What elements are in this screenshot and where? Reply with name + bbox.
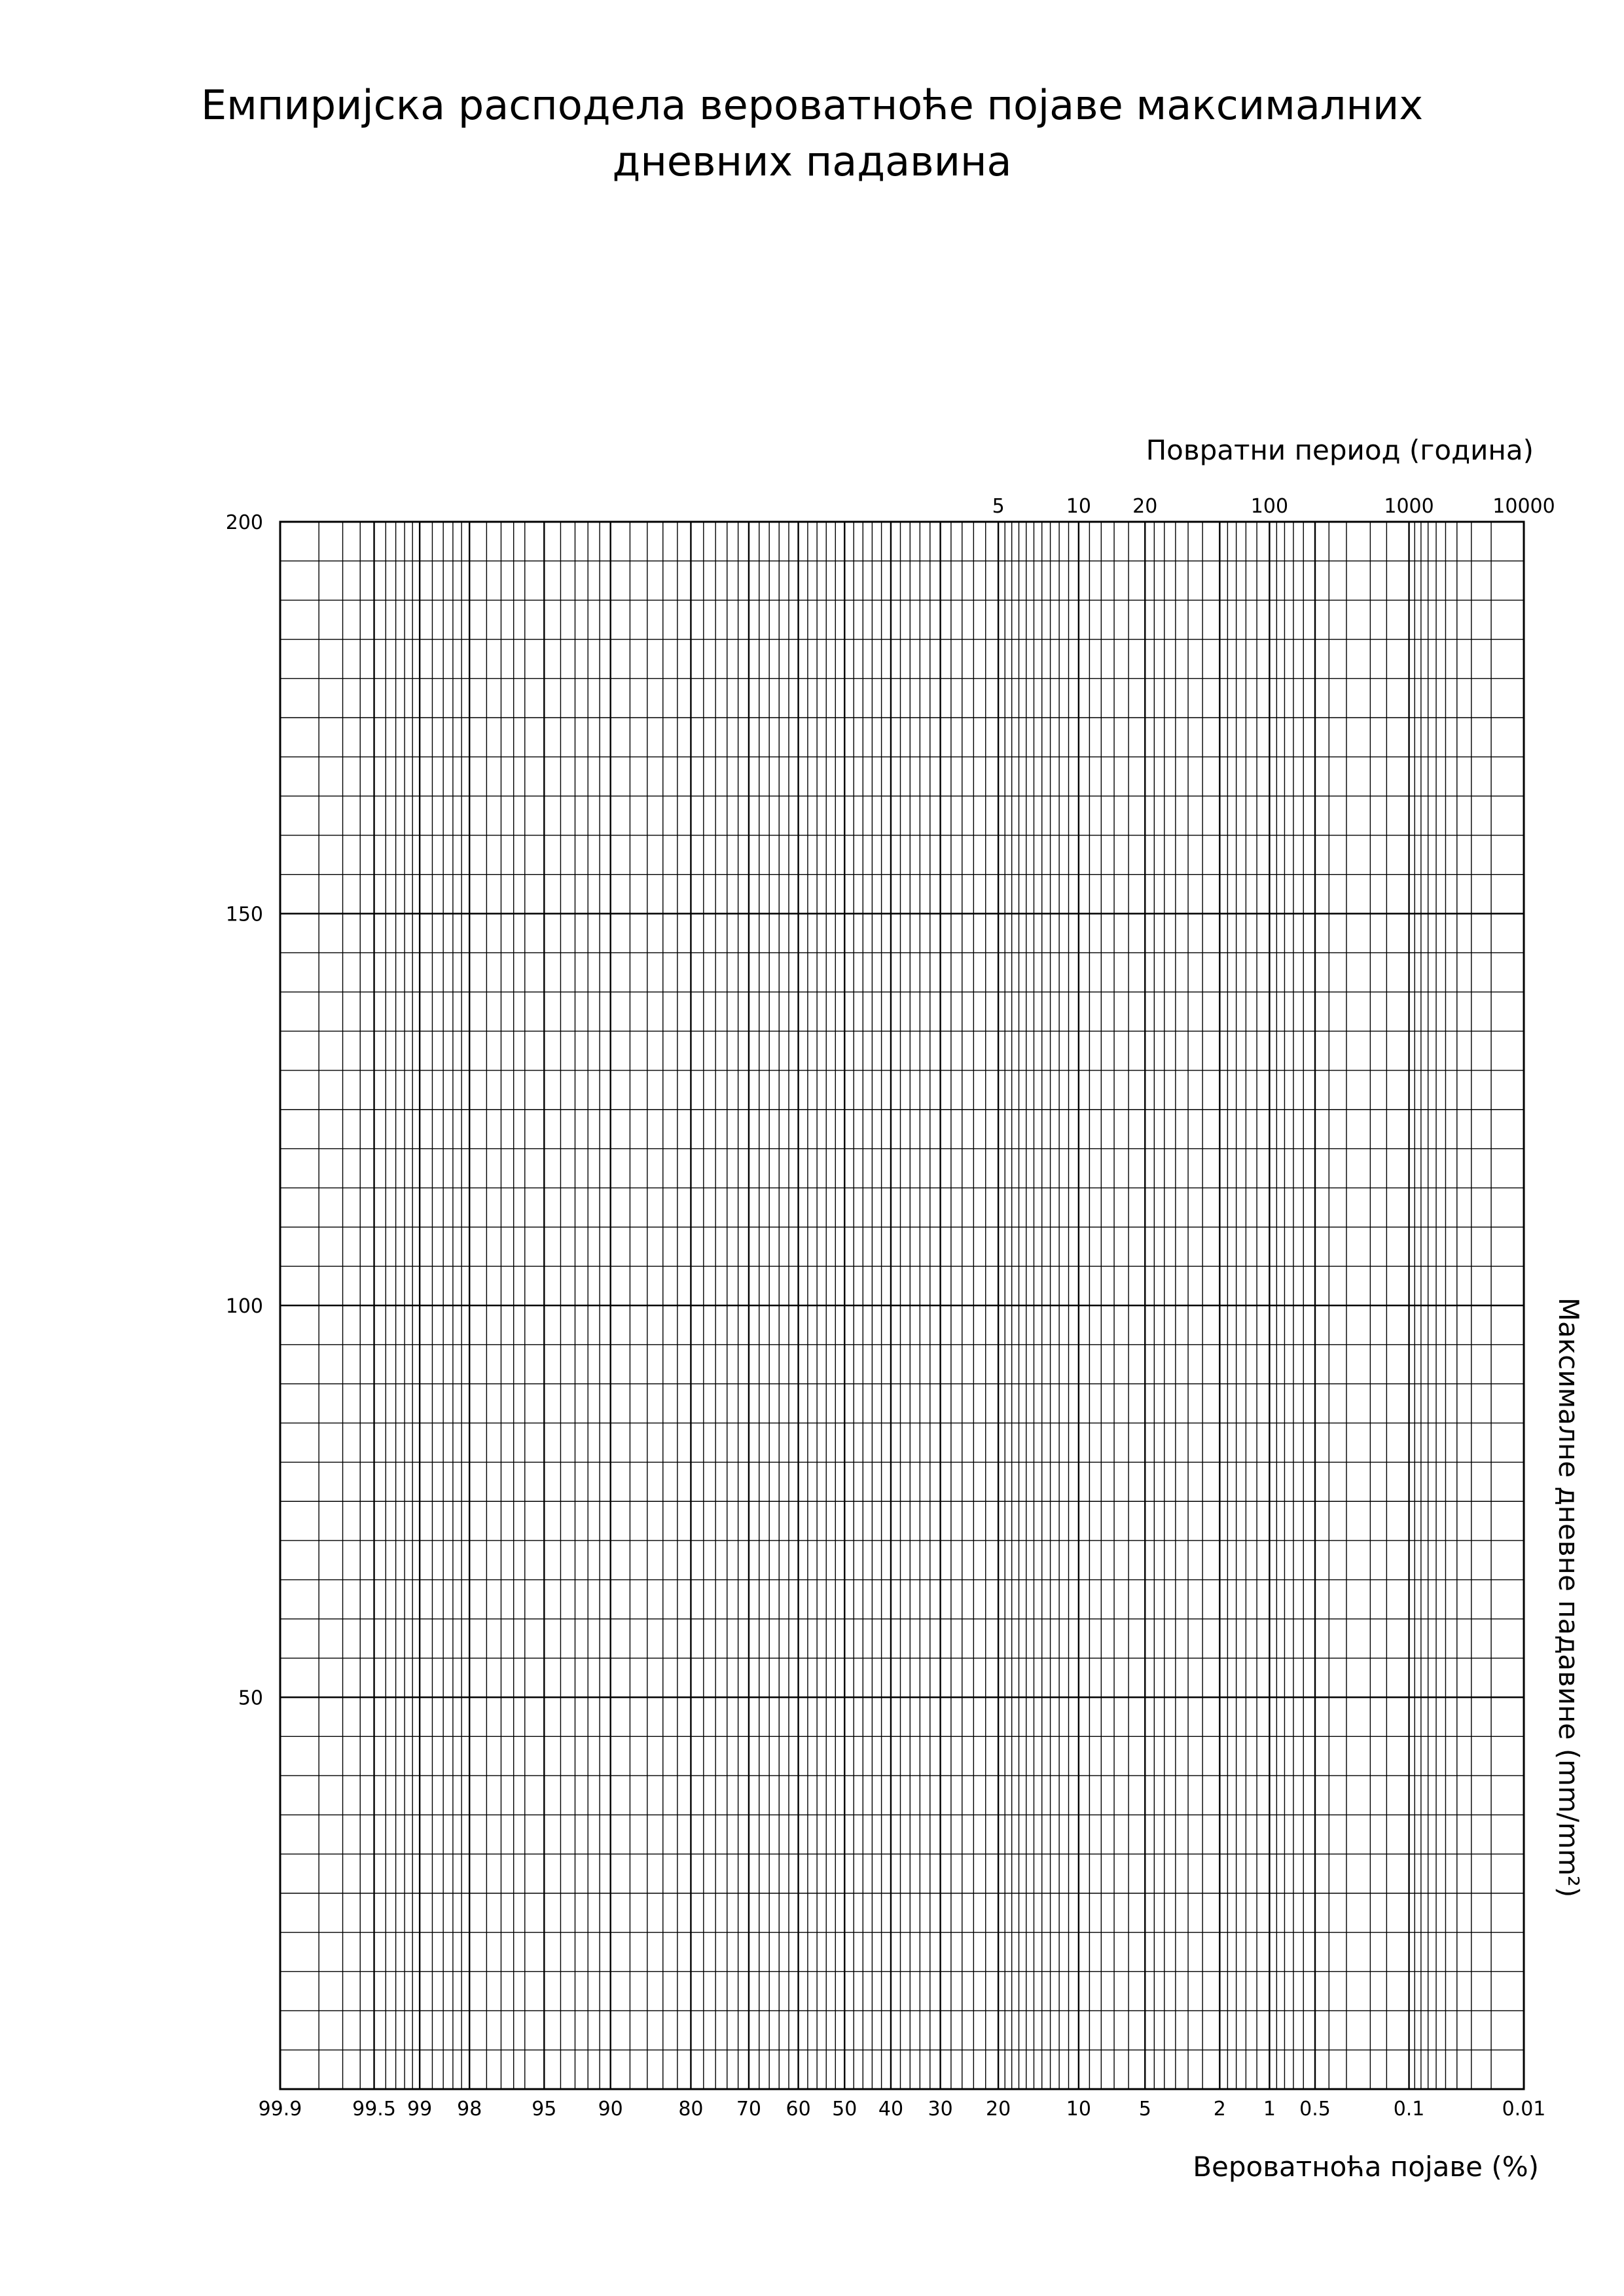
x-tick-label-80: 80 — [678, 2098, 704, 2121]
return-period-label-10: 10 — [1066, 495, 1091, 518]
return-period-label-10000: 10000 — [1492, 495, 1555, 518]
y-tick-label-100: 100 — [225, 1295, 263, 1318]
x-axis-label: Вероватноћа појаве (%) — [1193, 2151, 1539, 2183]
x-tick-label-10: 10 — [1066, 2098, 1091, 2121]
y-tick-label-150: 150 — [225, 903, 263, 926]
x-tick-label-2: 2 — [1213, 2098, 1226, 2121]
x-tick-label-40: 40 — [878, 2098, 904, 2121]
chart-title-line-2: дневних падавина — [612, 137, 1012, 185]
y-tick-label-200: 200 — [225, 511, 263, 534]
x-tick-label-98: 98 — [457, 2098, 482, 2121]
x-tick-label-0-1: 0.1 — [1393, 2098, 1425, 2121]
x-tick-label-70: 70 — [736, 2098, 762, 2121]
x-tick-label-30: 30 — [928, 2098, 953, 2121]
return-period-axis-label: Повратни период (година) — [1146, 434, 1534, 466]
return-period-label-100: 100 — [1250, 495, 1289, 518]
return-period-label-1000: 1000 — [1384, 495, 1434, 518]
x-tick-label-99-9: 99.9 — [258, 2098, 302, 2121]
y-tick-labels — [226, 511, 263, 1710]
x-tick-label-99-5: 99.5 — [352, 2098, 396, 2121]
y-tick-label-50: 50 — [238, 1686, 263, 1710]
x-tick-label-60: 60 — [785, 2098, 811, 2121]
y-axis-label: Максималне дневне падавине (mm/mm²) — [1553, 1297, 1585, 1898]
chart-title-line-1: Емпиријска расподела вероватноће појаве максималних — [200, 81, 1424, 129]
y-gridlines — [280, 561, 1524, 2050]
x-tick-label-50: 50 — [832, 2098, 857, 2121]
x-tick-label-95: 95 — [532, 2098, 557, 2121]
return-period-labels — [992, 495, 1555, 518]
return-period-label-20: 20 — [1132, 495, 1158, 518]
x-tick-label-1: 1 — [1263, 2098, 1276, 2121]
x-tick-label-0-5: 0.5 — [1299, 2098, 1331, 2121]
x-tick-label-20: 20 — [986, 2098, 1011, 2121]
x-tick-label-90: 90 — [598, 2098, 623, 2121]
x-tick-label-99: 99 — [407, 2098, 433, 2121]
return-period-label-5: 5 — [992, 495, 1005, 518]
x-tick-label-5: 5 — [1138, 2098, 1151, 2121]
x-tick-label-0-01: 0.01 — [1502, 2098, 1546, 2121]
x-tick-labels — [259, 2098, 1546, 2121]
